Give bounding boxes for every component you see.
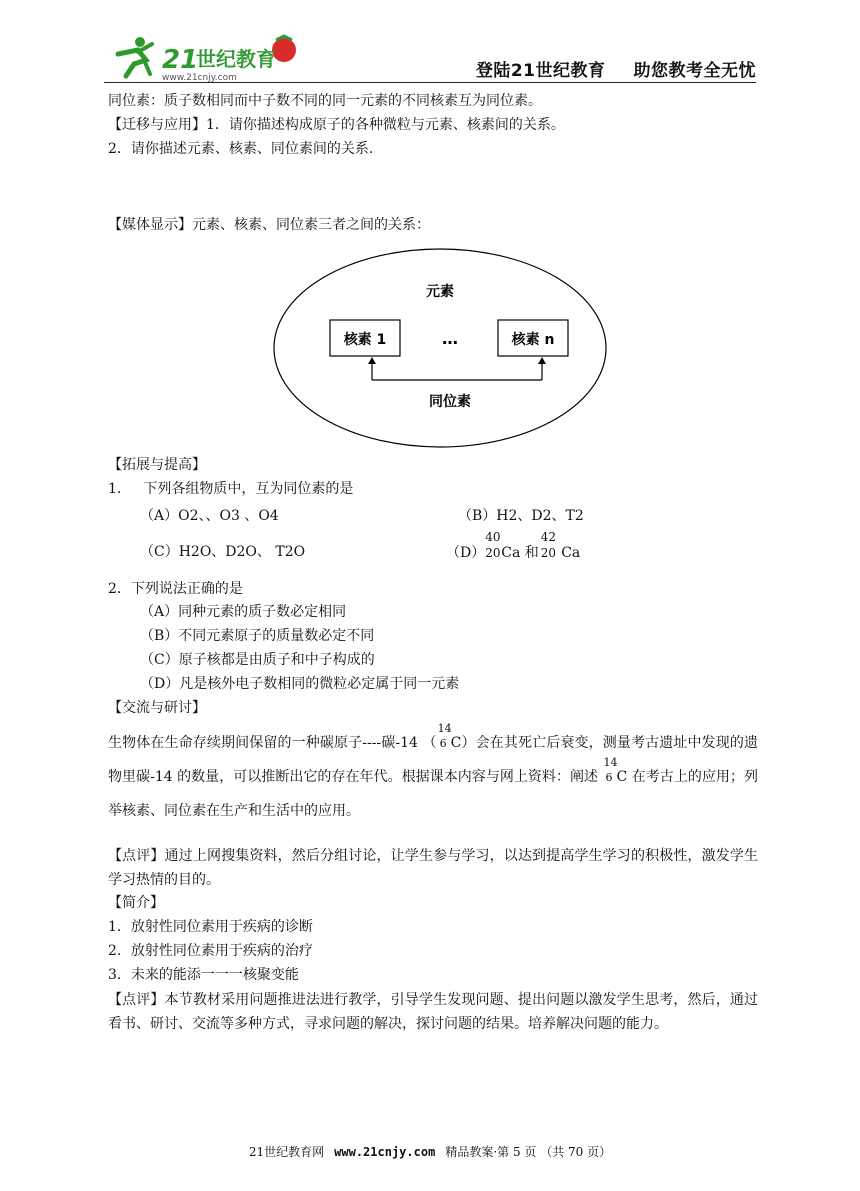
q2-option-a: （A）同种元素的质子数必定相同	[140, 604, 347, 620]
comment-1-text: 通过上网搜集资料，然后分组讨论，让学生参与学习，以达到提高学生学习的积极性，激发学生学习热情的目的。	[108, 848, 759, 888]
expand-heading: 【拓展与提高】	[108, 457, 206, 473]
ca42-symbol: Ca	[561, 545, 581, 561]
comment-1	[108, 844, 758, 892]
ca40-z: 20	[485, 546, 501, 560]
c14-isotope-1	[437, 722, 452, 750]
c14-isotope-2	[603, 756, 618, 784]
ca42-z: 20	[540, 546, 557, 560]
ca42-isotope	[540, 530, 557, 560]
discuss-part2: C）会在其死亡后衰变，测量考古遗址中发现的遗物里碳-14 的数量，可以推断出它的存在年代。根据课本内容与网上资料：阐述	[108, 735, 758, 785]
ca40-mass: 40	[485, 530, 501, 544]
q1-option-a: （A）O2、、O3 、O4	[140, 508, 279, 524]
intro-heading: 【简介】	[108, 895, 164, 911]
arrow-left-head	[368, 357, 376, 364]
site-logo	[104, 30, 314, 82]
migration-question-1: 【迁移与应用】1．请你描述构成原子的各种微粒与元素、核素间的关系。	[108, 117, 565, 133]
c14-z-1: 6	[439, 737, 447, 750]
element-label: 元素	[426, 284, 454, 300]
header-slogan	[476, 56, 756, 81]
q1-d-and: 和	[524, 545, 539, 561]
logo-chars: 世纪教育	[196, 47, 276, 71]
comment-1-tag: 【点评】	[108, 848, 165, 864]
slogan-right: 助您教考全无忧	[633, 61, 756, 81]
logo-graphic	[104, 30, 314, 82]
nuclide-n-label: 核素 n	[511, 332, 555, 348]
comment-2-tag: 【点评】	[108, 992, 165, 1008]
ca40-isotope	[485, 530, 501, 560]
ellipsis-label: …	[442, 329, 458, 348]
q2-stem: 2．下列说法正确的是	[108, 581, 243, 597]
q1-text: 下列各组物质中，互为同位素的是	[143, 481, 354, 497]
discuss-part3: C 在考古上的应用；列举核素、同位素在生产和生活中的应用。	[108, 769, 758, 819]
arrow-right-head	[538, 357, 546, 364]
footer-url[interactable]: www.21cnjy.com	[334, 1145, 436, 1159]
q2-option-d: （D）凡是核外电子数相同的微粒必定属于同一元素	[140, 676, 460, 692]
q1-stem	[108, 478, 353, 500]
ca40-symbol: Ca	[501, 545, 521, 561]
c14-z-2: 6	[605, 771, 613, 784]
comment-2-text: 本节教材采用问题推进法进行教学，引导学生发现问题、提出问题以激发学生思考，然后，通过看书、研讨、交流等多种方式，寻求问题的解决，探讨问题的结果。培养解决问题的能力。	[108, 992, 759, 1032]
q1-option-b: （B）H2、D2、T2	[458, 508, 584, 524]
discuss-part1: 生物体在生命存续期间保留的一种碳原子----碳-14 （	[108, 735, 437, 751]
nuclide-1-label: 核素 1	[343, 332, 387, 348]
intro-item-2: 2．放射性同位素用于疾病的治疗	[108, 943, 313, 959]
q1-d-prefix: （D）	[446, 545, 486, 561]
footer-page-info: 精品教案·第 5 页 （共 70 页）	[445, 1145, 612, 1159]
isotope-definition: 同位素：质子数相同而中子数不同的同一元素的不同核素互为同位素。	[108, 93, 542, 109]
page-footer	[0, 1143, 860, 1160]
header-rule	[104, 82, 756, 83]
logo-url: www.21cnjy.com	[162, 73, 237, 82]
intro-item-3: 3．未来的能添一一一核聚变能	[108, 967, 299, 983]
q2-option-b: （B）不同元素原子的质量数必定不同	[140, 628, 375, 644]
q1-option-d	[446, 530, 581, 564]
c14-mass-2: 14	[603, 756, 618, 769]
slogan-left: 登陆21世纪教育	[475, 61, 606, 81]
ca42-mass: 42	[540, 530, 557, 544]
q1-number: 1.	[108, 481, 122, 497]
footer-site: 21世纪教育网	[248, 1145, 325, 1159]
q1-option-c: （C）H2O、D2O、 T2O	[140, 544, 306, 560]
comment-2	[108, 988, 758, 1036]
logo-number: 21	[162, 45, 199, 75]
discuss-heading: 【交流与研讨】	[108, 700, 206, 716]
isotope-label: 同位素	[429, 394, 471, 410]
relationship-diagram	[270, 246, 610, 450]
media-display-heading: 【媒体显示】元素、核素、同位素三者之间的关系：	[108, 217, 430, 233]
c14-mass-1: 14	[437, 722, 452, 735]
intro-item-1: 1．放射性同位素用于疾病的诊断	[108, 919, 313, 935]
q2-option-c: （C）原子核都是由质子和中子构成的	[140, 652, 375, 668]
discuss-paragraph	[108, 722, 758, 828]
migration-question-2: 2．请你描述元素、核素、同位素间的关系.	[108, 141, 374, 157]
